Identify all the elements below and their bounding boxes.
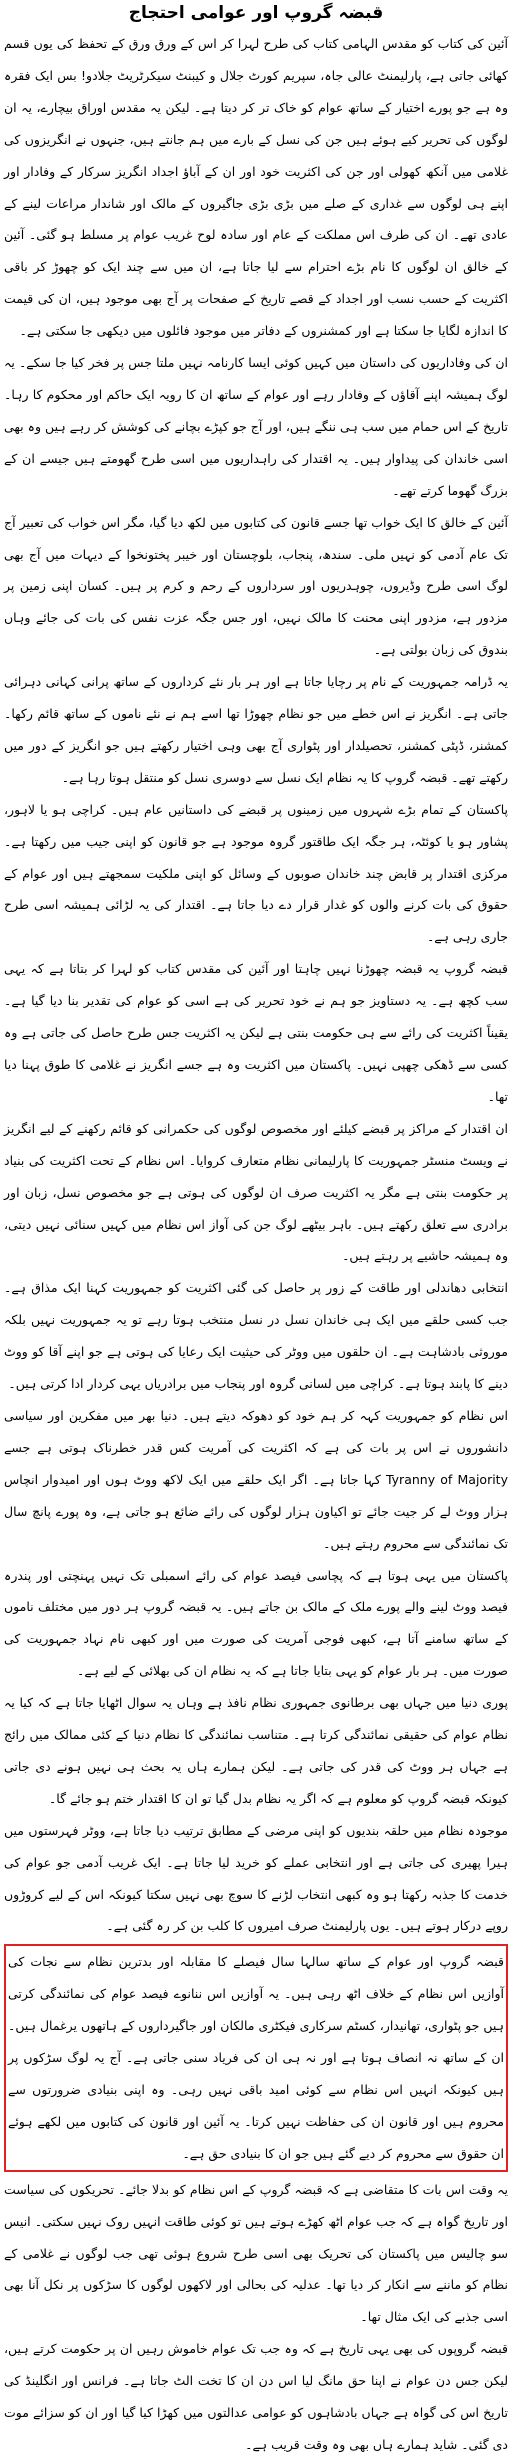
paragraph: انتخابی دھاندلی اور طاقت کے زور پر حاصل کی گئی اکثریت کو جمہوریت کہنا ایک مذاق ہے۔ جب کسی حلقے میں ایک ہی خاندان نسل در نسل منتخب ہوتا رہے تو یہ جمہوریت نہیں بلکہ موروثی بادشاہت ہے۔ ان حلقوں میں ووٹر کی حیثیت ایک رعایا کی ہوتی ہے جو اپنے آقا کو ووٹ دینے کا پابند ہوتا ہے۔ کراچی میں لسانی گروہ اور پنجاب میں برادریاں یہی کردار ادا کرتی ہیں۔	[4, 1280, 508, 1392]
paragraph: ان کی وفاداریوں کی داستان میں کہیں کوئی ایسا کارنامہ نہیں ملتا جس پر فخر کیا جا سکے۔ یہ لوگ ہمیشہ اپنے آقاؤں کے وفادار رہے اور عوام کے ساتھ ان کا رویہ ایک حاکم اور محکوم کا رہا۔ تاریخ کے اس حمام میں سب ہی ننگے ہیں، اور آج جو کپڑے بچانے کی کوشش کر رہے ہیں وہ بھی اسی خاندان کی پیداوار ہیں۔ یہ اقتدار کی راہداریوں میں اسی طرح گھومتے ہیں جیسے ان کے بزرگ گھوما کرتے تھے۔	[4, 355, 508, 498]
paragraph: یہ وقت اس بات کا متقاضی ہے کہ قبضہ گروپ کے اس نظام کو بدلا جائے۔ تحریکوں کی سیاست اور تاریخ گواہ ہے کہ جب عوام اٹھ کھڑے ہوتے ہیں تو کوئی طاقت انہیں روک نہیں سکتی۔ انیس سو چالیس میں پاکستان کی تحریک بھی اسی طرح شروع ہوئی تھی جب لوگوں نے غلامی کے نظام کو ماننے سے انکار کر دیا تھا۔ عدلیہ کی بحالی اور لاکھوں لوگوں کا سڑکوں پر نکل آنا بھی اسی جذبے کی ایک مثال تھا۔	[4, 2181, 508, 2325]
paragraph: پاکستان کے تمام بڑے شہروں میں زمینوں پر قبضے کی داستانیں عام ہیں۔ کراچی ہو یا لاہور، پشاور ہو یا کوئٹہ، ہر جگہ ایک طاقتور گروہ موجود ہے جو قانون کو اپنی جیب میں رکھتا ہے۔ مرکزی اقتدار پر قابض چند خاندان صوبوں کے وسائل کو اپنی ملکیت سمجھتے ہیں اور عوام کے حقوق کی بات کرنے والوں کو غدار قرار دے دیا جاتا ہے۔ اقتدار کی یہ لڑائی ہمیشہ اسی طرح جاری رہی ہے۔	[4, 801, 508, 945]
paragraph: ان اقتدار کے مراکز پر قبضے کیلئے اور مخصوص لوگوں کی حکمرانی کو قائم رکھنے کے لیے انگریز نے ویسٹ منسٹر جمہوریت کا پارلیمانی نظام متعارف کروایا۔ اس نظام کے تحت اکثریت کی بنیاد پر حکومت بنتی ہے مگر یہ اکثریت صرف ان لوگوں کی ہوتی ہے جو مخصوص نسل، زبان اور برادری سے تعلق رکھتے ہیں۔ باہر بیٹھے لوگ جن کی آواز اس نظام میں کہیں سنائی نہیں دیتی، وہ ہمیشہ حاشیے پر رہتے ہیں۔	[4, 1120, 508, 1264]
paragraph: پاکستان میں یہی ہوتا ہے کہ پچاسی فیصد عوام کی رائے اسمبلی تک نہیں پہنچتی اور پندرہ فیصد ووٹ لینے والے پورے ملک کے مالک بن جاتے ہیں۔ یہ قبضہ گروپ ہر دور میں مختلف ناموں کے ساتھ سامنے آتا ہے، کبھی فوجی آمریت کی صورت میں اور کبھی نام نہاد جمہوریت کی صورت میں۔ ہر بار عوام کو یہی بتایا جاتا ہے کہ یہ نظام ان کی بھلائی کے لیے ہے۔	[4, 1567, 508, 1679]
paragraph: اس نظام کو جمہوریت کہہ کر ہم خود کو دھوکہ دیتے ہیں۔ دنیا بھر میں مفکرین اور سیاسی دانشوروں نے اس پر بات کی ہے کہ اکثریت کی آمریت کس قدر خطرناک ہوتی ہے جسے Tyranny of Majority کہا جاتا ہے۔ اگر ایک حلقے میں ایک لاکھ ووٹ ہوں اور امیدوار انچاس ہزار ووٹ لے کر جیت جائے تو اکیاون ہزار لوگوں کی رائے ضائع ہو جاتی ہے، وہ پورے پانچ سال تک نمائندگی سے محروم رہتے ہیں۔	[4, 1407, 508, 1551]
paragraph: موجودہ نظام میں حلقہ بندیوں کو اپنی مرضی کے مطابق ترتیب دیا جاتا ہے، ووٹر فہرستوں میں ہیرا پھیری کی جاتی ہے اور انتخابی عملے کو خرید لیا جاتا ہے۔ ایک غریب آدمی جو عوام کی خدمت کا جذبہ رکھتا ہو وہ کبھی انتخاب لڑنے کا سوچ بھی نہیں سکتا کیونکہ اس کے لیے کروڑوں روپے درکار ہوتے ہیں۔ یوں پارلیمنٹ صرف امیروں کا کلب بن کر رہ گئی ہے۔	[4, 1822, 508, 1934]
column-body	[4, 28, 508, 2461]
highlighted-paragraph: قبضہ گروپ اور عوام کے ساتھ سالہا سال فیصلے کا مقابلہ اور بدترین نظام سے نجات کی آوازیں اس نظام کے خلاف اٹھ رہی ہیں۔ یہ آوازیں اس ننانوے فیصد عوام کی نمائندگی کرتی ہیں جو پٹواری، تھانیدار، کسٹم سرکاری فیکٹری مالکان اور جاگیرداروں کے ہاتھوں یرغمال ہیں۔ ان کے ساتھ نہ انصاف ہوتا ہے اور نہ ہی ان کی فریاد سنی جاتی ہے۔ آج یہ لوگ سڑکوں پر ہیں کیونکہ انہیں اس نظام سے کوئی امید باقی نہیں رہی۔ وہ اپنی بنیادی ضرورتوں سے محروم ہیں اور قانون ان کی حفاظت نہیں کرتا۔ یہ آئین اور قانون کی کتابوں میں لکھے ہوئے ان حقوق سے محروم کر دیے گئے ہیں جو ان کا بنیادی حق ہے۔	[4, 1944, 508, 2171]
paragraph: یہ ڈرامہ جمہوریت کے نام پر رچایا جاتا ہے اور ہر بار نئے کرداروں کے ساتھ پرانی کہانی دہرائی جاتی ہے۔ انگریز نے اس خطے میں جو نظام چھوڑا تھا اسے ہم نے نئے ناموں کے ساتھ قائم رکھا۔ کمشنر، ڈپٹی کمشنر، تحصیلدار اور پٹواری آج بھی وہی اختیار رکھتے ہیں جو انگریز کے دور میں رکھتے تھے۔ قبضہ گروپ کا یہ نظام ایک نسل سے دوسری نسل کو منتقل ہوتا رہا ہے۔	[4, 674, 508, 785]
paragraph: آئین کے خالق کا ایک خواب تھا جسے قانون کی کتابوں میں لکھ دیا گیا، مگر اس خواب کی تعبیر آج تک عام آدمی کو نہیں ملی۔ سندھ، پنجاب، بلوچستان اور خیبر پختونخوا کے دیہات میں آج بھی لوگ اسی طرح وڈیروں، چوہدریوں اور سرداروں کے رحم و کرم پر ہیں۔ کسان اپنی زمین پر مزدور ہے، مزدور اپنی محنت کا مالک نہیں، اور جس جگہ عزت نفس کی بات کی جائے وہاں بندوق کی زبان بولتی ہے۔	[4, 514, 508, 658]
paragraph: آئین کی کتاب کو مقدس الہامی کتاب کی طرح لہرا کر اس کے ورق ورق کے تحفظ کی یوں قسم کھائی جاتی ہے، پارلیمنٹ عالی جاہ، سپریم کورٹ جلال و کیبنٹ سیکرٹریٹ جلادو! بس ایک فقرہ وہ ہے جو پورے اختیار کے ساتھ عوام کو خاک تر کر دیتا ہے۔ لیکن یہ مقدس اوراق بیچارے، یہ ان لوگوں کی تحریر کیے ہوئے ہیں جن کی نسل کے بارے میں ہم جانتے ہیں، جنہوں نے انگریزوں کی غلامی میں آنکھ کھولی اور جن کی اکثریت خود اور ان کے آباؤ اجداد انگریز سرکار کے وفادار اور اپنے ہی لوگوں سے غداری کے صلے میں بڑی بڑی جاگیروں کے مالک اور شاندار مراعات لینے کے عادی تھے۔ ان کی طرف اس مملکت کے عام اور سادہ لوح غریب عوام پر مسلط ہو گئی۔ آئین کے خالق ان لوگوں کا نام بڑے احترام سے لیا جاتا ہے، ان میں سے چند ایک کو چھوڑ کر باقی اکثریت کے حسب نسب اور اجداد کے قصے تاریخ کے صفحات پر آج بھی موجود ہیں، ان کی قیمت کا اندازہ لگایا جا سکتا ہے اور کمشنروں کے دفاتر میں موجود فائلوں میں دیکھی جا سکتی ہے۔	[4, 36, 508, 339]
column-headline: قبضہ گروپ اور عوامی احتجاج	[128, 3, 384, 23]
paragraph: قبضہ گروپوں کی بھی یہی تاریخ ہے کہ وہ جب تک عوام خاموش رہیں ان پر حکومت کرتے ہیں، لیکن جس دن عوام نے اپنا حق مانگ لیا اس دن ان کا تخت الٹ جاتا ہے۔ فرانس اور انگلینڈ کی تاریخ اس کی گواہ ہے جہاں بادشاہوں کو عوامی عدالتوں میں کھڑا کیا گیا اور ان کو سزائے موت دی گئی۔ شاید ہمارے ہاں بھی وہ وقت قریب ہے۔	[4, 2341, 508, 2452]
paragraph: پوری دنیا میں جہاں بھی برطانوی جمہوری نظام نافذ ہے وہاں یہ سوال اٹھایا جاتا ہے کہ کیا یہ نظام عوام کی حقیقی نمائندگی کرتا ہے۔ متناسب نمائندگی کا نظام دنیا کے کئی ممالک میں رائج ہے جہاں ہر ووٹ کی قدر کی جاتی ہے۔ لیکن ہمارے ہاں یہ بحث ہی نہیں ہونے دی جاتی کیونکہ قبضہ گروپ کو معلوم ہے کہ اگر یہ نظام بدل گیا تو ان کا اقتدار ختم ہو جائے گا۔	[4, 1695, 508, 1806]
paragraph: قبضہ گروپ یہ قبضہ چھوڑنا نہیں چاہتا اور آئین کی مقدس کتاب کو لہرا کر بتاتا ہے کہ یہی سب کچھ ہے۔ یہ دستاویز جو ہم نے خود تحریر کی ہے اسی کو عوام کی تقدیر بنا دیا گیا ہے۔ یقیناً اکثریت کی رائے سے ہی حکومت بنتی ہے لیکن یہ اکثریت جس طرح حاصل کی جاتی ہے وہ کسی سے ڈھکی چھپی نہیں۔ پاکستان میں اکثریت وہ ہے جسے انگریز نے غلامی کا طوق پہنا دیا تھا۔	[4, 961, 508, 1104]
